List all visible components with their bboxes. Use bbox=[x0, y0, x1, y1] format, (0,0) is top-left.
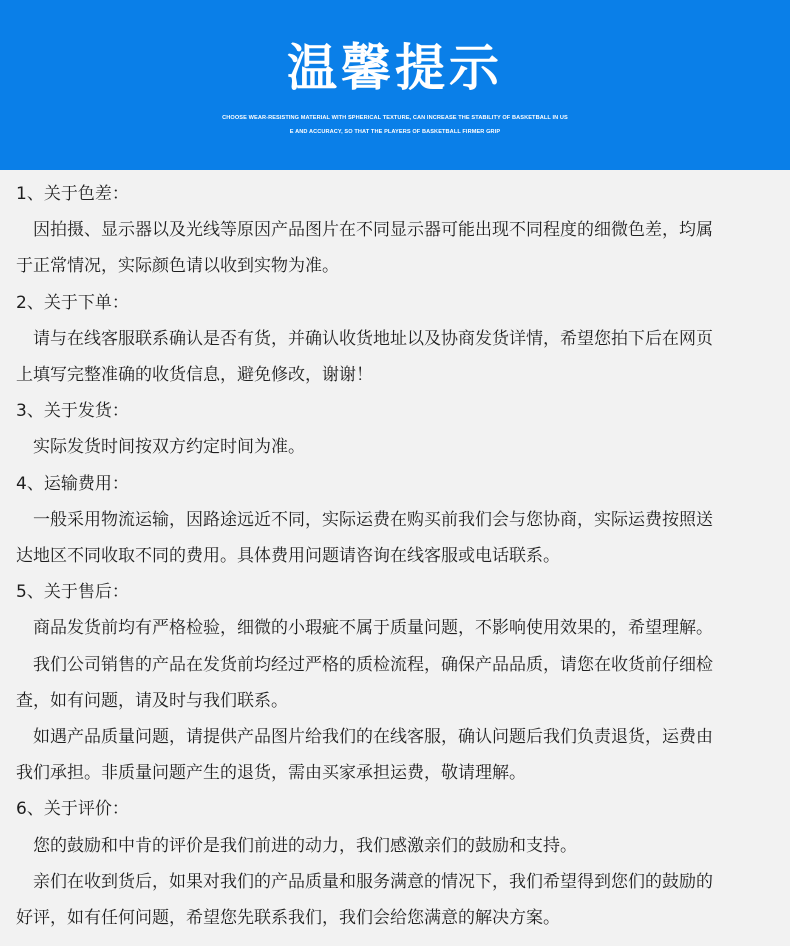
section-heading: 4、运输费用： bbox=[16, 473, 129, 494]
paragraph-line: 达地区不同收取不同的费用。具体费用问题请咨询在线客服或电话联系。 bbox=[16, 546, 560, 567]
paragraph-line: 我们承担。非质量问题产生的退货，需由买家承担运费，敬请理解。 bbox=[16, 763, 526, 784]
paragraph-line: 因拍摄、显示器以及光线等原因产品图片在不同显示器可能出现不同程度的细微色差，均属 bbox=[33, 220, 713, 241]
paragraph-line: 一般采用物流运输，因路途远近不同，实际运费在购买前我们会与您协商，实际运费按照送 bbox=[33, 509, 713, 530]
paragraph-line: 请与在线客服联系确认是否有货，并确认收货地址以及协商发货详情，希望您拍下后在网页 bbox=[33, 328, 713, 349]
paragraph-line: 商品发货前均有严格检验，细微的小瑕疵不属于质量问题，不影响使用效果的，希望理解。 bbox=[33, 618, 713, 639]
subtitle-line-2: E AND ACCURACY, SO THAT THE PLAYERS OF BASKETBALL FIRMER GRIP bbox=[289, 129, 501, 135]
paragraph-line: 好评，如有任何问题，希望您先联系我们，我们会给您满意的解决方案。 bbox=[16, 908, 560, 929]
paragraph-line: 实际发货时间按双方约定时间为准。 bbox=[33, 437, 305, 458]
notice-content bbox=[16, 176, 756, 936]
paragraph-line: 我们公司销售的产品在发货前均经过严格的质检流程，确保产品品质，请您在收货前仔细检 bbox=[33, 654, 713, 675]
paragraph-line: 上填写完整准确的收货信息，避免修改，谢谢！ bbox=[16, 365, 373, 386]
paragraph-line: 于正常情况，实际颜色请以收到实物为准。 bbox=[16, 256, 339, 277]
section-heading: 3、关于发货： bbox=[16, 401, 129, 422]
paragraph-line: 您的鼓励和中肯的评价是我们前进的动力，我们感激亲们的鼓励和支持。 bbox=[33, 835, 577, 856]
subtitle-line-1: CHOOSE WEAR-RESISTING MATERIAL WITH SPHERICAL TEXTURE, CAN INCREASE THE STABILITY OF BASKETBALL IN US bbox=[222, 115, 568, 121]
paragraph-line: 亲们在收到货后，如果对我们的产品质量和服务满意的情况下，我们希望得到您们的鼓励的 bbox=[33, 871, 713, 892]
section-heading: 6、关于评价： bbox=[16, 799, 129, 820]
section-heading: 5、关于售后： bbox=[16, 582, 129, 603]
header-banner bbox=[0, 0, 790, 170]
section-heading: 1、关于色差： bbox=[16, 184, 129, 204]
paragraph-line: 如遇产品质量问题，请提供产品图片给我们的在线客服，确认问题后我们负责退货，运费由 bbox=[33, 727, 713, 748]
page-title: 温馨提示 bbox=[287, 39, 503, 97]
paragraph-line: 查，如有问题，请及时与我们联系。 bbox=[16, 690, 288, 711]
section-heading: 2、关于下单： bbox=[16, 292, 129, 313]
